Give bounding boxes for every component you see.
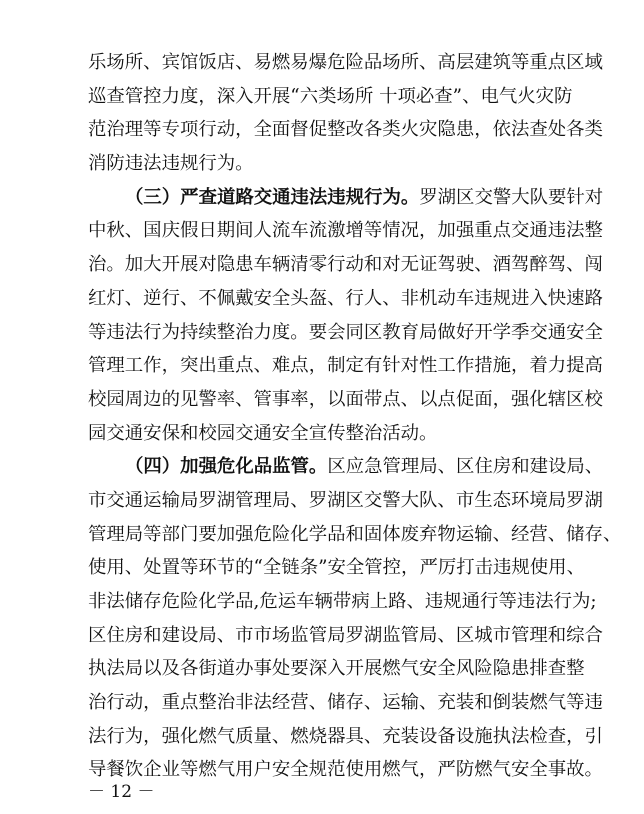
paragraph-2-first-line-text: 罗湖区交警大队要针对 xyxy=(419,186,604,208)
paragraph-3-line: 法行为，强化燃气质量、燃烧器具、充装设备设施执法检查，引 xyxy=(88,725,603,747)
paragraph-2-line: 管理工作，突出重点、难点，制定有针对性工作措施，着力提高 xyxy=(88,355,603,377)
paragraph-3-line: 执法局以及各街道办事处要深入开展燃气安全风险隐患排查整 xyxy=(88,658,585,680)
page-number: － 12 － xyxy=(88,782,155,802)
paragraph-3-line: 非法储存危险化学品,危运车辆带病上路、违规通行等违法行为; xyxy=(88,591,597,612)
paragraph-2-line: 校园周边的见警率、管事率，以面带点、以点促面，强化辖区校 xyxy=(88,388,603,410)
paragraph-1-line: 巡查管控力度，深入开展“六类场所 十项必查”、电气火灾防 xyxy=(88,85,573,107)
paragraph-2-line: 等违法行为持续整治力度。要会同区教育局做好开学季交通安全 xyxy=(88,321,603,343)
paragraph-3-first-line-text: 区应急管理局、区住房和建设局、 xyxy=(327,456,604,478)
paragraph-1-line: 消防违法违规行为。 xyxy=(88,153,254,175)
body-text xyxy=(88,46,622,787)
paragraph-2-first-line xyxy=(88,181,604,215)
paragraph-3-line: 管理局等部门要加强危险化学品和固体废弃物运输、经营、储存、 xyxy=(88,523,622,545)
paragraph-2-line: 中秋、国庆假日期间人流车流激增等情况，加强重点交通违法整 xyxy=(88,220,603,242)
paragraph-3-line: 导餐饮企业等燃气用户安全规范使用燃气，严防燃气安全事故。 xyxy=(88,759,603,781)
paragraph-3-line: 区住房和建设局、市市场监管局罗湖监管局、区城市管理和综合 xyxy=(88,624,603,646)
paragraph-1-line: 范治理等专项行动，全面督促整改各类火灾隐患，依法查处各类 xyxy=(88,119,603,141)
paragraph-3-line: 治行动，重点整治非法经营、储存、运输、充装和倒装燃气等违 xyxy=(88,692,603,714)
paragraph-1-line: 乐场所、宾馆饭店、易燃易爆危险品场所、高层建筑等重点区域 xyxy=(88,52,603,73)
paragraph-2-line: 治。加大开展对隐患车辆清零行动和对无证驾驶、酒驾醉驾、闯 xyxy=(88,254,603,276)
paragraph-3-line: 市交通运输局罗湖管理局、罗湖区交警大队、市生态环境局罗湖 xyxy=(88,489,603,511)
paragraph-2-line: 园交通安保和校园交通安全宣传整治活动。 xyxy=(88,422,438,444)
paragraph-2-line: 红灯、逆行、不佩戴安全头盔、行人、非机动车违规进入快速路 xyxy=(88,287,603,309)
paragraph-3-line: 使用、处置等环节的“全链条”安全管控，严厉打击违规使用、 xyxy=(88,557,585,579)
paragraph-3-first-line xyxy=(88,450,604,484)
section-heading-4: （四）加强危化品监管。 xyxy=(125,456,328,478)
section-heading-3: （三）严查道路交通违法违规行为。 xyxy=(125,186,420,208)
